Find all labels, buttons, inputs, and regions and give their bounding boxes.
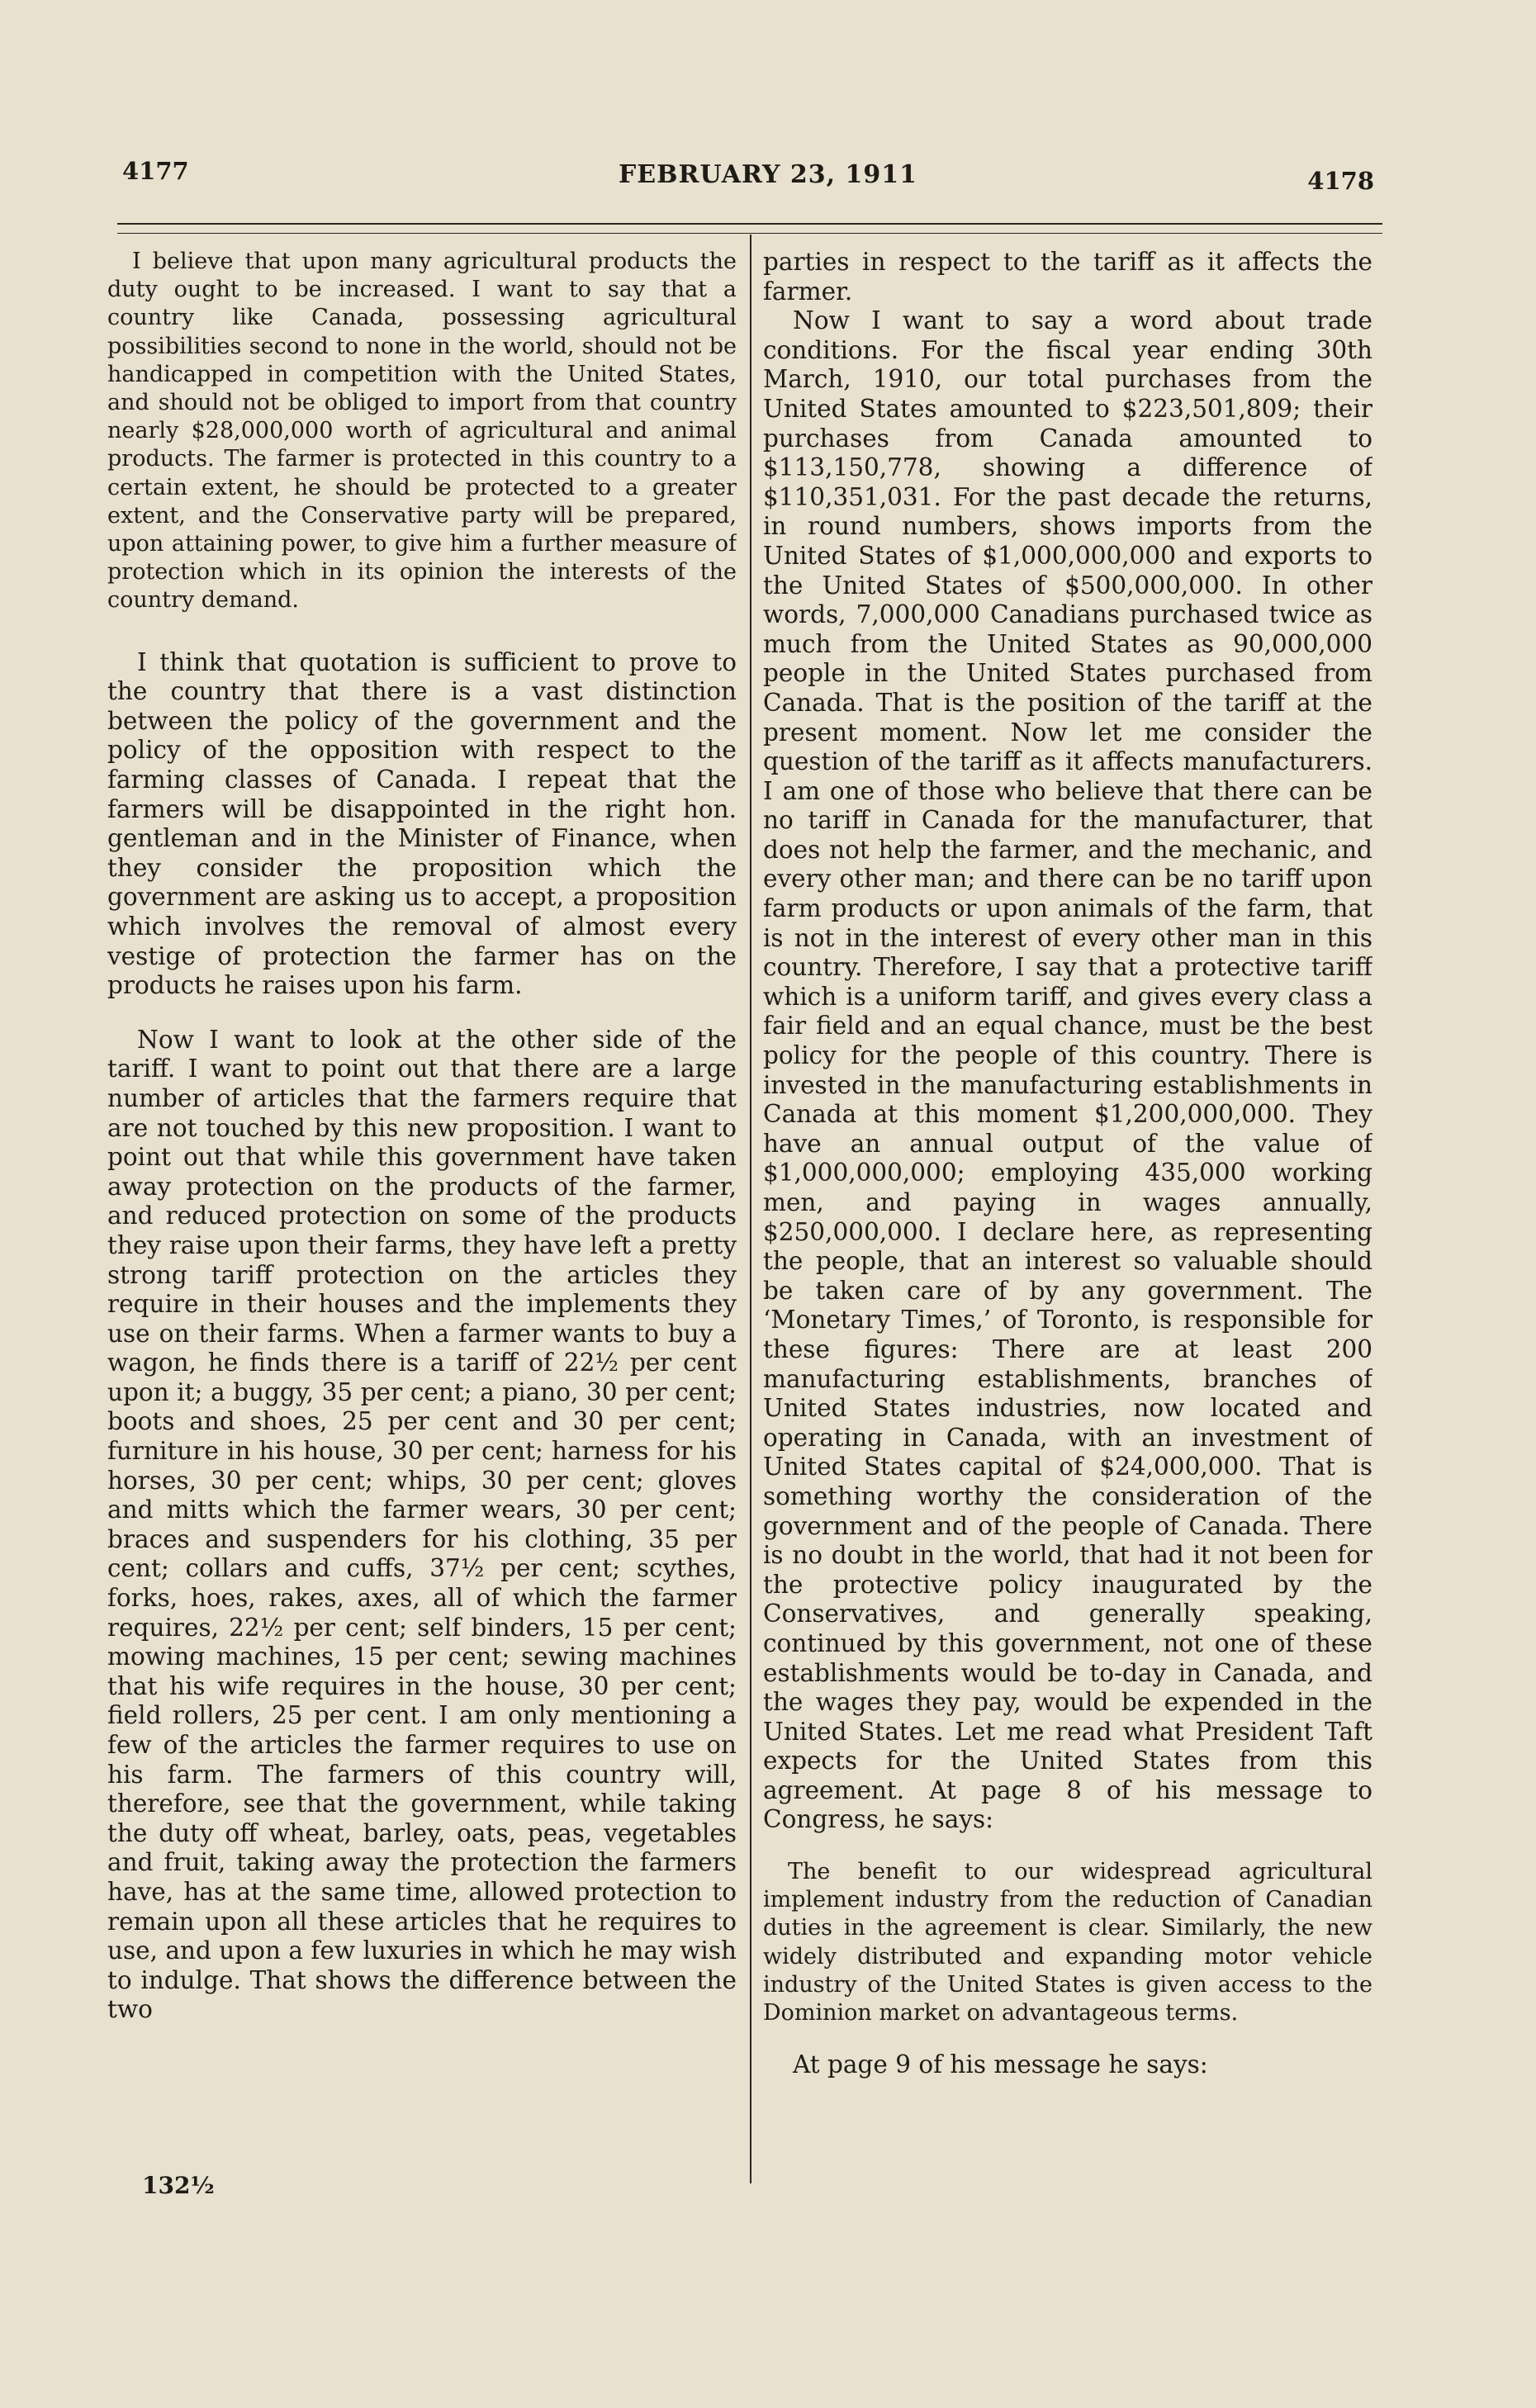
signature-mark: 132½ xyxy=(142,2172,215,2199)
left-column xyxy=(107,248,737,2230)
paragraph: Now I want to look at the other side of the tariff. I want to point out that there are a large number of articles that the farmers require that are not touched by this new proposition. I want to point out that while this government have taken away protection on the products of the farmer, and reduced protection on some of the products they raise upon their farms, they have left a pretty strong tariff protection on the articles they require in their houses and the implements they use on their farms. When a farmer wants to buy a wagon, he finds there is a tariff of 22½ per cent upon it; a buggy, 35 per cent; a piano, 30 per cent; boots and shoes, 25 per cent and 30 per cent; furniture in his house, 30 per cent; harness for his horses, 30 per cent; whips, 30 per cent; gloves and mitts which the farmer wears, 30 per cent; braces and suspenders for his clothing, 35 per cent; collars and cuffs, 37½ per cent; scythes, forks, hoes, rakes, axes, all of which the farmer requires, 22½ per cent; self binders, 15 per cent; mowing machines, 15 per cent; sewing machines that his wife requires in the house, 30 per cent; field rollers, 25 per cent. I am only mentioning a few of the articles the farmer requires to use on his farm. The farmers of this country will, therefore, see that the government, while taking the duty off wheat, barley, oats, peas, vegetables and fruit, taking away the protection the farmers have, has at the same time, allowed protection to remain upon all these articles that he requires to use, and upon a few luxuries in which he may wish to indulge. That shows the difference between the two xyxy=(107,1025,737,2024)
quoted-statement: I believe that upon many agricultural products the duty ought to be increased. I want to say that a country like Canada, possessing agricultural possibilities second to none in the world, should not be handicapped in competition with the United States, and should not be obliged to import from that country nearly $28,000,000 worth of agricultural and animal products. The farmer is protected in this country to a certain extent, he should be protected to a greater extent, and the Conservative party will be prepared, upon attaining power, to give him a further measure of protection which in its opinion the interests of the country demand. xyxy=(107,249,737,614)
right-column xyxy=(763,248,1372,2230)
column-divider xyxy=(750,235,751,2183)
header-rule-top xyxy=(117,223,1382,225)
page-number-left: 4177 xyxy=(122,157,189,185)
paragraph: Now I want to say a word about trade conditions. For the fiscal year ending 30th March, 1910, our total purchases from the United States amounted to $223,501,809; their purchases from Canada amounted to $113,150,778, showing a difference of $110,351,031. For the past decade the returns, in round numbers, shows imports from the United States of $1,000,000,000 and exports to the United States of $500,000,000. In other words, 7,000,000 Canadians purchased twice as much from the United States as 90,000,000 people in the United States purchased from Canada. That is the position of the tariff at the present moment. Now let me consider the question of the tariff as it affects manufacturers. I am one of those who believe that there can be no tariff in Canada for the manufacturer, that does not help the farmer, and the mechanic, and every other man; and there can be no tariff upon farm products or upon animals of the farm, that is not in the interest of every other man in this country. Therefore, I say that a protective tariff which is a uniform tariff, and gives every class a fair field and an equal chance, must be the best policy for the people of this country. There is invested in the manufacturing establishments in Canada at this moment $1,200,000,000. They have an annual output of the value of $1,000,000,000; employing 435,000 working men, and paying in wages annually, $250,000,000. I declare here, as representing the people, that an interest so valuable should be taken care of by any government. The ‘Monetary Times,’ of Toronto, is responsible for these figures: There are at least 200 manufacturing establishments, branches of United States industries, now located and operating in Canada, with an investment of United States capital of $24,000,000. That is something worthy the consideration of the government and of the people of Canada. There is no doubt in the world, that had it not been for the protective policy inaugurated by the Conservatives, and generally speaking, continued by this government, not one of these establishments would be to-day in Canada, and the wages they pay, would be expended in the United States. Let me read what President Taft expects for the United States from this agreement. At page 8 of his message to Congress, he says: xyxy=(763,306,1372,1834)
paragraph-continued: parties in respect to the tariff as it affects the farmer. xyxy=(763,248,1372,306)
page-number-right: 4178 xyxy=(1307,167,1374,195)
paragraph: I think that quotation is sufficient to prove to the country that there is a vast distinction between the policy of the government and the policy of the opposition with respect to the farming classes of Canada. I repeat that the farmers will be disappointed in the right hon. gentleman and in the Minister of Finance, when they consider the proposition which the government are asking us to accept, a proposition which involves the removal of almost every vestige of protection the farmer has on the products he raises upon his farm. xyxy=(107,647,737,1000)
paragraph: At page 9 of his message he says: xyxy=(793,2050,1208,2079)
page-date: FEBRUARY 23, 1911 xyxy=(619,160,917,189)
quoted-message: The benefit to our widespread agricultural implement industry from the reduction of Canadian duties in the agreement is clear. Similarly, the new widely distributed and expanding motor vehicle industry of the United States is given access to the Dominion market on advantageous terms. xyxy=(763,1859,1372,2026)
header-rule-bottom xyxy=(117,233,1382,234)
